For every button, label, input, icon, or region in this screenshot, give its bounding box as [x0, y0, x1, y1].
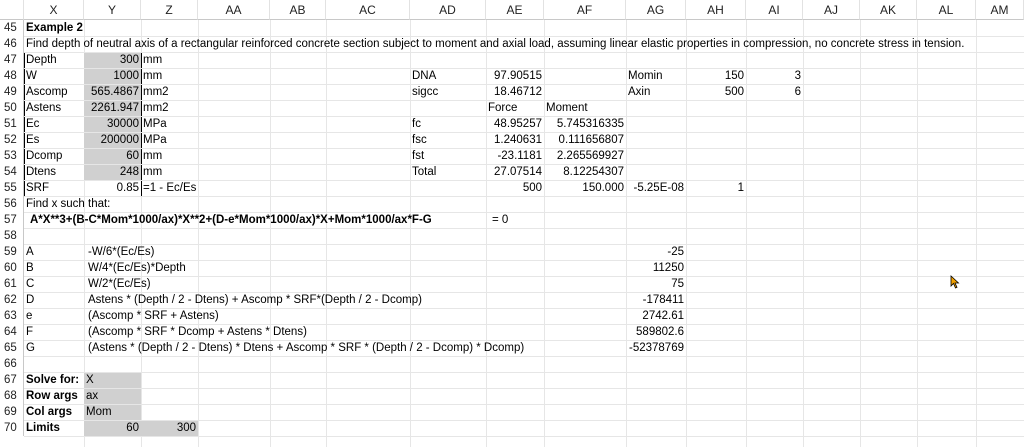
cell-ag64[interactable]: 589802.6 [636, 326, 684, 338]
row-header[interactable]: 58 [0, 228, 24, 244]
cell-y61[interactable]: W/2*(Ec/Es) [88, 278, 151, 290]
cell-ag63[interactable]: 2742.61 [642, 310, 684, 322]
cell-x48[interactable]: W [26, 70, 37, 82]
row-header[interactable]: 47 [0, 52, 24, 68]
cell-ag48[interactable]: Momin [628, 70, 663, 82]
cell-x55[interactable]: SRF [26, 182, 49, 194]
row-header[interactable]: 67 [0, 372, 24, 388]
cell-x59[interactable]: A [26, 246, 34, 258]
cell-x57[interactable]: A*X**3+(B-C*Mom*1000/ax)*X**2+(D-e*Mom*1000/ax)*X+Mom*1000/ax*F-G [30, 214, 432, 226]
cell-y70[interactable]: 60 [126, 422, 139, 434]
col-header-x[interactable]: X [24, 0, 84, 20]
col-header-ak[interactable]: AK [860, 0, 917, 20]
gridline [24, 372, 1024, 373]
cell-x52[interactable]: Es [26, 134, 40, 146]
row-header[interactable]: 50 [0, 100, 24, 116]
row-header[interactable]: 53 [0, 148, 24, 164]
cell-y50[interactable]: 2261.947 [91, 102, 139, 114]
row-header[interactable]: 69 [0, 404, 24, 420]
cell-x56[interactable]: Find x such that: [26, 198, 111, 210]
cell-ag60[interactable]: 11250 [652, 262, 684, 274]
cell-ad49[interactable]: sigcc [412, 86, 439, 98]
cell-z50[interactable]: mm2 [143, 102, 169, 114]
cell-af55[interactable]: 150.000 [582, 182, 624, 194]
cell-ah48[interactable]: 150 [724, 70, 744, 82]
cell-y52[interactable]: 200000 [100, 134, 139, 146]
row-header[interactable]: 55 [0, 180, 24, 196]
cell-z70[interactable]: 300 [176, 422, 196, 434]
row-header[interactable]: 51 [0, 116, 24, 132]
cell-af51[interactable]: 5.745316335 [556, 118, 624, 130]
cell-ai48[interactable]: 3 [794, 70, 801, 82]
cell-ag61[interactable]: 75 [671, 278, 684, 290]
row-header[interactable]: 59 [0, 244, 24, 260]
cell-z47[interactable]: mm [143, 54, 163, 66]
row-header[interactable]: 54 [0, 164, 24, 180]
cell-x51[interactable]: Ec [26, 118, 40, 130]
cell-z51[interactable]: MPa [143, 118, 167, 130]
mouse-pointer-icon [950, 275, 960, 289]
cell-ae50[interactable]: Force [488, 102, 518, 114]
gridline [24, 388, 1024, 389]
cell-x69[interactable]: Col args [26, 406, 73, 418]
col-header-ab[interactable]: AB [270, 0, 326, 20]
cell-x65[interactable]: G [26, 342, 35, 354]
cell-x64[interactable]: F [26, 326, 34, 338]
cell-ai49[interactable]: 6 [794, 86, 801, 98]
cell-x62[interactable]: D [26, 294, 35, 306]
col-header-aj[interactable]: AJ [803, 0, 860, 20]
cell-y51[interactable]: 30000 [107, 118, 139, 130]
cell-z49[interactable]: mm2 [143, 86, 169, 98]
col-header-ah[interactable]: AH [686, 0, 746, 20]
cell-af53[interactable]: 2.265569927 [556, 150, 624, 162]
cell-x46[interactable]: Find depth of neutral axis of a rectangular reinforced concrete section subject to moment and axial load, assuming linear elastic properties in compression, no concrete stress in tension. [26, 38, 965, 50]
row-header[interactable]: 68 [0, 388, 24, 404]
cell-ah49[interactable]: 500 [724, 86, 744, 98]
cell-y59[interactable]: -W/6*(Ec/Es) [88, 246, 155, 258]
row-header[interactable]: 46 [0, 36, 24, 52]
cell-y65[interactable]: (Astens * (Depth / 2 - Dtens) * Dtens + Ascomp * SRF * (Depth / 2 - Dcomp) * Dcomp) [88, 342, 525, 354]
cell-z53[interactable]: mm [143, 150, 163, 162]
cell-x54[interactable]: Dtens [26, 166, 57, 178]
row-header[interactable]: 45 [0, 20, 24, 36]
cell-af54[interactable]: 8.12254307 [563, 166, 624, 178]
cell-y68[interactable]: ax [86, 390, 99, 402]
col-header-al[interactable]: AL [917, 0, 976, 20]
gridline [24, 244, 1024, 245]
cell-ah55[interactable]: 1 [737, 182, 744, 194]
cell-x63[interactable]: e [26, 310, 33, 322]
cell-ad53[interactable]: fst [412, 150, 425, 162]
row-header[interactable]: 56 [0, 196, 24, 212]
col-header-ad[interactable]: AD [410, 0, 486, 20]
cell-y63[interactable]: (Ascomp * SRF + Astens) [88, 310, 219, 322]
gridline [24, 52, 1024, 53]
row-header[interactable]: 52 [0, 132, 24, 148]
row-header[interactable]: 61 [0, 276, 24, 292]
cell-x50[interactable]: Astens [26, 102, 62, 114]
cell-y53[interactable]: 60 [126, 150, 139, 162]
cell-x68[interactable]: Row args [26, 390, 78, 402]
gridline [24, 228, 1024, 229]
cell-ae57[interactable]: = 0 [492, 214, 509, 226]
col-header-ac[interactable]: AC [326, 0, 410, 20]
cell-y49[interactable]: 565.4867 [91, 86, 139, 98]
gridline [24, 276, 1024, 277]
col-header-z[interactable]: Z [141, 0, 198, 20]
col-header-ag[interactable]: AG [626, 0, 686, 20]
cell-z52[interactable]: MPa [143, 134, 167, 146]
cell-ad51[interactable]: fc [412, 118, 421, 130]
row-header[interactable]: 70 [0, 420, 24, 436]
gridline [24, 436, 1024, 437]
cell-y67[interactable]: X [86, 374, 94, 386]
select-all-corner[interactable] [0, 0, 24, 20]
cell-x47[interactable]: Depth [26, 54, 57, 66]
row-header[interactable]: 49 [0, 84, 24, 100]
col-header-ai[interactable]: AI [746, 0, 803, 20]
cell-ae55[interactable]: 500 [522, 182, 542, 194]
cell-z54[interactable]: mm [143, 166, 163, 178]
cell-ae54[interactable]: 27.07514 [494, 166, 542, 178]
cell-ad48[interactable]: DNA [412, 70, 437, 82]
col-header-aa[interactable]: AA [198, 0, 270, 20]
gridline [24, 196, 1024, 197]
row-header[interactable]: 64 [0, 324, 24, 340]
cell-ag55[interactable]: -5.25E-08 [633, 182, 684, 194]
row-header[interactable]: 57 [0, 212, 24, 228]
col-header-af[interactable]: AF [544, 0, 626, 20]
cell-x60[interactable]: B [26, 262, 34, 274]
row-header[interactable]: 62 [0, 292, 24, 308]
row-header[interactable]: 66 [0, 356, 24, 372]
cell-ad54[interactable]: Total [412, 166, 437, 178]
cell-x70[interactable]: Limits [26, 422, 60, 434]
row-header[interactable]: 63 [0, 308, 24, 324]
cell-x49[interactable]: Ascomp [26, 86, 68, 98]
cell-z48[interactable]: mm [143, 70, 163, 82]
cell-ae52[interactable]: 1.240631 [494, 134, 542, 146]
cell-ae51[interactable]: 48.95257 [494, 118, 542, 130]
cell-y48[interactable]: 1000 [113, 70, 139, 82]
gridline [24, 100, 1024, 101]
cell-y54[interactable]: 248 [119, 166, 139, 178]
cell-ae49[interactable]: 18.46712 [494, 86, 542, 98]
cell-ag59[interactable]: -25 [667, 246, 684, 258]
cell-y64[interactable]: (Ascomp * SRF * Dcomp + Astens * Dtens) [88, 326, 307, 338]
cell-ae53[interactable]: -23.1181 [497, 150, 542, 162]
row-header[interactable]: 48 [0, 68, 24, 84]
row-header[interactable]: 60 [0, 260, 24, 276]
col-header-y[interactable]: Y [84, 0, 141, 20]
cell-af52[interactable]: 0.111656807 [558, 134, 624, 146]
cell-y47[interactable]: 300 [119, 54, 139, 66]
gridline [24, 356, 1024, 357]
cell-x67[interactable]: Solve for: [26, 374, 80, 386]
cell-z55[interactable]: =1 - Ec/Es [143, 182, 197, 194]
cell-ag49[interactable]: Axin [628, 86, 651, 98]
cell-y62[interactable]: Astens * (Depth / 2 - Dtens) + Ascomp * SRF*(Depth / 2 - Dcomp) [88, 294, 422, 306]
cell-ag65[interactable]: -52378769 [629, 342, 684, 354]
cell-y60[interactable]: W/4*(Ec/Es)*Depth [88, 262, 186, 274]
cell-y55[interactable]: 0.85 [116, 182, 139, 194]
cell-ag62[interactable]: -178411 [642, 294, 684, 306]
cell-ad52[interactable]: fsc [412, 134, 427, 146]
col-header-am[interactable]: AM [976, 0, 1024, 20]
cell-y69[interactable]: Mom [86, 406, 112, 418]
cell-x53[interactable]: Dcomp [26, 150, 63, 162]
row-header[interactable]: 65 [0, 340, 24, 356]
cell-x61[interactable]: C [26, 278, 35, 290]
col-header-ae[interactable]: AE [486, 0, 544, 20]
gridline [24, 404, 1024, 405]
cell-af50[interactable]: Moment [546, 102, 588, 114]
cell-ae48[interactable]: 97.90515 [494, 70, 542, 82]
cell-x45[interactable]: Example 2 [26, 22, 83, 34]
